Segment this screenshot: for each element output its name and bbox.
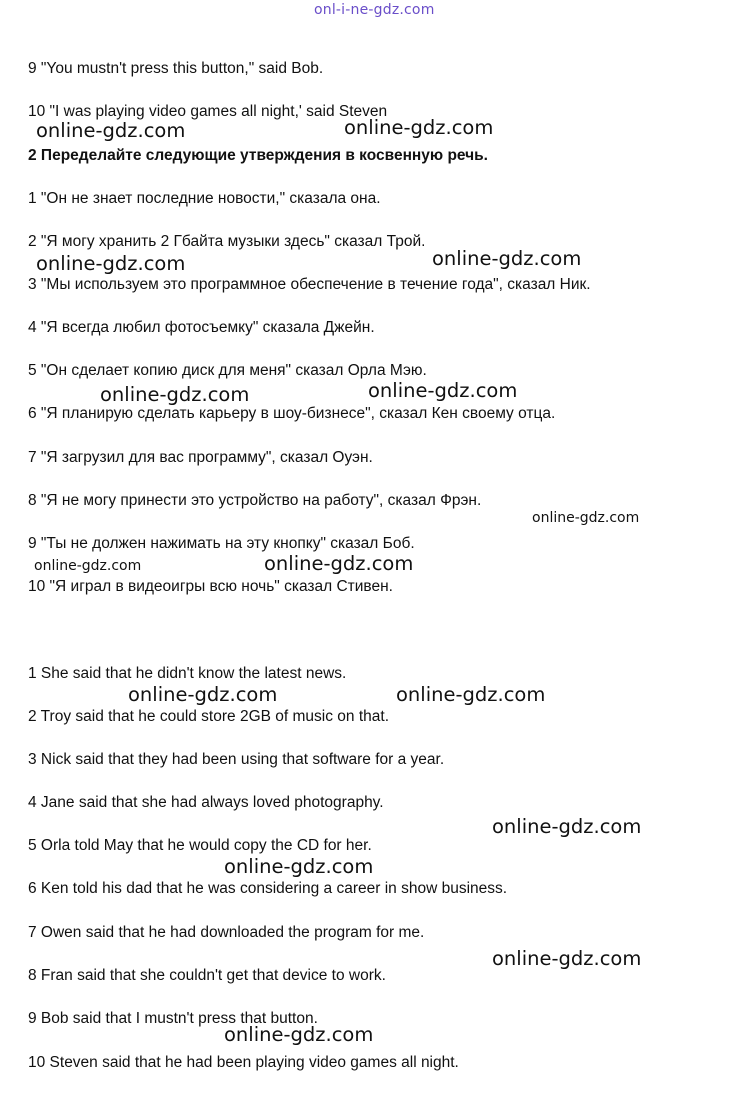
watermark-text: online-gdz.com — [532, 510, 640, 526]
answer-item: 8 Fran said that she couldn't get that device to work. — [28, 967, 386, 984]
watermark-text: online-gdz.com — [264, 552, 414, 575]
task-item: 5 "Он сделает копию диск для меня" сказал Орла Мэю. — [28, 362, 427, 379]
answer-item: 7 Owen said that he had downloaded the program for me. — [28, 924, 425, 941]
task-item: 9 "Ты не должен нажимать на эту кнопку" сказал Боб. — [28, 535, 415, 552]
task-item: 7 "Я загрузил для вас программу", сказал Оуэн. — [28, 449, 373, 466]
watermark-text: online-gdz.com — [34, 558, 142, 574]
watermark-text: online-gdz.com — [36, 252, 186, 275]
watermark-text: online-gdz.com — [100, 383, 250, 406]
answer-item: 10 Steven said that he had been playing video games all night. — [28, 1054, 459, 1071]
answer-item: 5 Orla told May that he would copy the CD for her. — [28, 837, 372, 854]
prev-item-10: 10 "I was playing video games all night,' said Steven — [28, 103, 388, 120]
watermark-text: online-gdz.com — [492, 947, 642, 970]
answer-item: 9 Bob said that I mustn't press that button. — [28, 1010, 318, 1027]
watermark-text: online-gdz.com — [432, 247, 582, 270]
watermark-text: online-gdz.com — [36, 119, 186, 142]
task-item: 6 "Я планирую сделать карьеру в шоу-бизнесе", сказал Кен своему отца. — [28, 405, 556, 422]
task-heading: 2 Переделайте следующие утверждения в косвенную речь. — [28, 147, 488, 164]
task-item: 10 "Я играл в видеоигры всю ночь" сказал Стивен. — [28, 578, 393, 595]
watermark-text: online-gdz.com — [344, 116, 494, 139]
answer-item: 3 Nick said that they had been using that software for a year. — [28, 751, 445, 768]
watermark-text: online-gdz.com — [492, 815, 642, 838]
watermark-text: online-gdz.com — [224, 855, 374, 878]
watermark-text: online-gdz.com — [128, 683, 278, 706]
header-watermark: onl-i-ne-gdz.com — [314, 2, 435, 18]
answer-item: 1 She said that he didn't know the latest news. — [28, 665, 347, 682]
answer-item: 2 Troy said that he could store 2GB of music on that. — [28, 708, 389, 725]
task-item: 4 "Я всегда любил фотосъемку" сказала Джейн. — [28, 319, 375, 336]
task-item: 2 "Я могу хранить 2 Гбайта музыки здесь" сказал Трой. — [28, 233, 426, 250]
prev-item-9: 9 "You mustn't press this button," said Bob. — [28, 60, 324, 77]
watermark-text: online-gdz.com — [368, 379, 518, 402]
task-item: 1 "Он не знает последние новости," сказала она. — [28, 190, 381, 207]
watermark-text: online-gdz.com — [396, 683, 546, 706]
task-item: 3 "Мы используем это программное обеспечение в течение года", сказал Ник. — [28, 276, 591, 293]
answer-item: 4 Jane said that she had always loved photography. — [28, 794, 384, 811]
answer-item: 6 Ken told his dad that he was considering a career in show business. — [28, 880, 508, 897]
task-item: 8 "Я не могу принести это устройство на работу", сказал Фрэн. — [28, 492, 482, 509]
watermark-text: online-gdz.com — [224, 1023, 374, 1046]
